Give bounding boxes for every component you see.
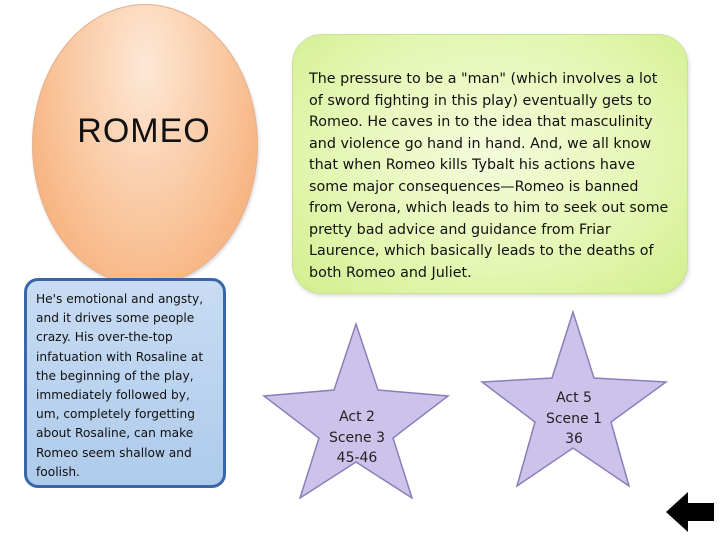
trait-box <box>24 278 226 488</box>
pressure-text: The pressure to be a "man" (which involves a lot of sword fighting in this play) eventually gets to Romeo. He caves in to the idea that masculinity and violence go hand in hand. And, we all know that when Romeo kills Tybalt his actions have some major consequences—Romeo is banned from Verona, which leads to him to seek out some pretty bad advice and guidance from Friar Laurence, which basically leads to the deaths of both Romeo and Juliet. <box>309 71 669 281</box>
star-act5-label <box>524 388 624 450</box>
star-act2-act: Act 2 <box>339 409 375 425</box>
star-act5-scene: Scene 1 <box>545 410 603 427</box>
star-act2-scene: Scene 3 <box>328 429 386 446</box>
trait-text: He's emotional and angsty, and it drives some people crazy. His over-the-top infatuation with Rosaline at the beginning of the play, immediately followed by, um, completely forgetting about Rosaline, can make Romeo seem shallow and foolish. <box>36 292 204 479</box>
star-act5-act: Act 5 <box>556 390 592 406</box>
star-act2-lines: 45-46 <box>336 450 378 466</box>
back-arrow-icon[interactable] <box>664 490 716 534</box>
circle-title: ROMEO <box>77 112 211 150</box>
star-act2-label <box>307 407 407 469</box>
pressure-box <box>292 34 688 294</box>
star-act5-lines: 36 <box>565 431 583 447</box>
